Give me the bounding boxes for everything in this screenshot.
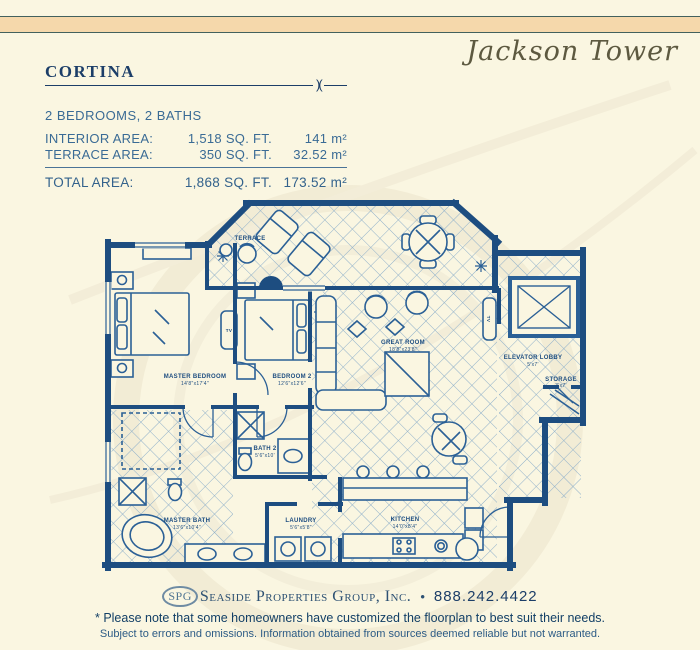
elevator-shaft [510, 278, 578, 336]
tv-label-2: TV [486, 315, 491, 323]
entry-column [456, 538, 478, 560]
customization-note: * Please note that some homeowners have customized the floorplan to best suit their needs. [94, 611, 606, 625]
elevator-lobby-label: ELEVATOR LOBBY [503, 355, 563, 361]
footer-logo-line [0, 586, 700, 607]
interior-area-sqft: 1,518 SQ. FT. [187, 131, 272, 146]
laundry-label: LAUNDRY [285, 518, 317, 524]
area-table-divider [45, 167, 347, 168]
phone-number: 888.242.4422 [433, 588, 538, 605]
master-bedroom-label: MASTER BEDROOM [163, 374, 227, 380]
bedroom2-dims: 12'6"x12'6" [278, 381, 306, 387]
interior-area-metric: 141 m² [304, 131, 347, 146]
terrace-area-label: TERRACE AREA: [45, 147, 153, 162]
spg-logo: SPG [162, 586, 198, 607]
bullet-separator: • [420, 589, 425, 604]
master-vanity [185, 544, 265, 564]
coffee-table [385, 352, 429, 396]
terrace-area-sqft: 350 SQ. FT. [199, 147, 272, 162]
total-area-label: TOTAL AREA: [45, 175, 134, 190]
title-block [45, 62, 347, 92]
total-area-sqft: 1,868 SQ. FT. [184, 175, 272, 190]
great-room-label: GREAT ROOM [381, 340, 425, 346]
company-name: Seaside Properties Group, Inc. [199, 587, 412, 605]
kitchen-dims: 14'0"x8'4" [392, 524, 418, 530]
interior-area-label: INTERIOR AREA: [45, 131, 154, 146]
disclaimer-text: Subject to errors and omissions. Information obtained from sources deemed reliable but not warranted. [99, 628, 601, 640]
bath2-dims: 5'6"x10' [255, 453, 275, 459]
title-ornament: )( [313, 77, 324, 92]
top-ribbon [0, 16, 700, 33]
bath2-fixtures [237, 412, 309, 473]
bed-bath-summary: 2 BEDROOMS, 2 BATHS [45, 108, 202, 123]
terrace-label: TERRACE [234, 236, 266, 242]
kitchen-label: KITCHEN [390, 517, 420, 523]
master-bath-dims: 13'6"x10'4" [173, 525, 201, 531]
bedroom2-label: BEDROOM 2 [272, 374, 312, 380]
great-room-dims: 18'8"x23'8" [389, 347, 417, 353]
master-shower [119, 478, 146, 505]
building-name: Jackson Tower [466, 36, 678, 67]
bath2-label: BATH 2 [253, 446, 277, 452]
floorplan-drawing [95, 192, 605, 594]
tv-label: TV [225, 328, 233, 333]
page-title: CORTINA [45, 62, 136, 81]
laundry-dims: 5'6"x5'8" [290, 525, 312, 531]
title-underline [45, 85, 347, 86]
area-table [45, 131, 347, 190]
total-area-metric: 173.52 m² [283, 175, 347, 190]
washer-dryer [275, 537, 331, 561]
master-bedroom-dims: 14'8"x17'4" [181, 381, 209, 387]
storage-label: STORAGE [545, 377, 577, 383]
elevator-lobby-dims: 5'x7' [527, 362, 539, 368]
plant-icon [475, 260, 487, 272]
master-bath-label: MASTER BATH [163, 518, 211, 524]
master-toilet [168, 479, 182, 501]
master-bed [111, 248, 191, 377]
storage-dims: 3'x7' [555, 383, 567, 389]
terrace-area-metric: 32.52 m² [293, 147, 347, 162]
